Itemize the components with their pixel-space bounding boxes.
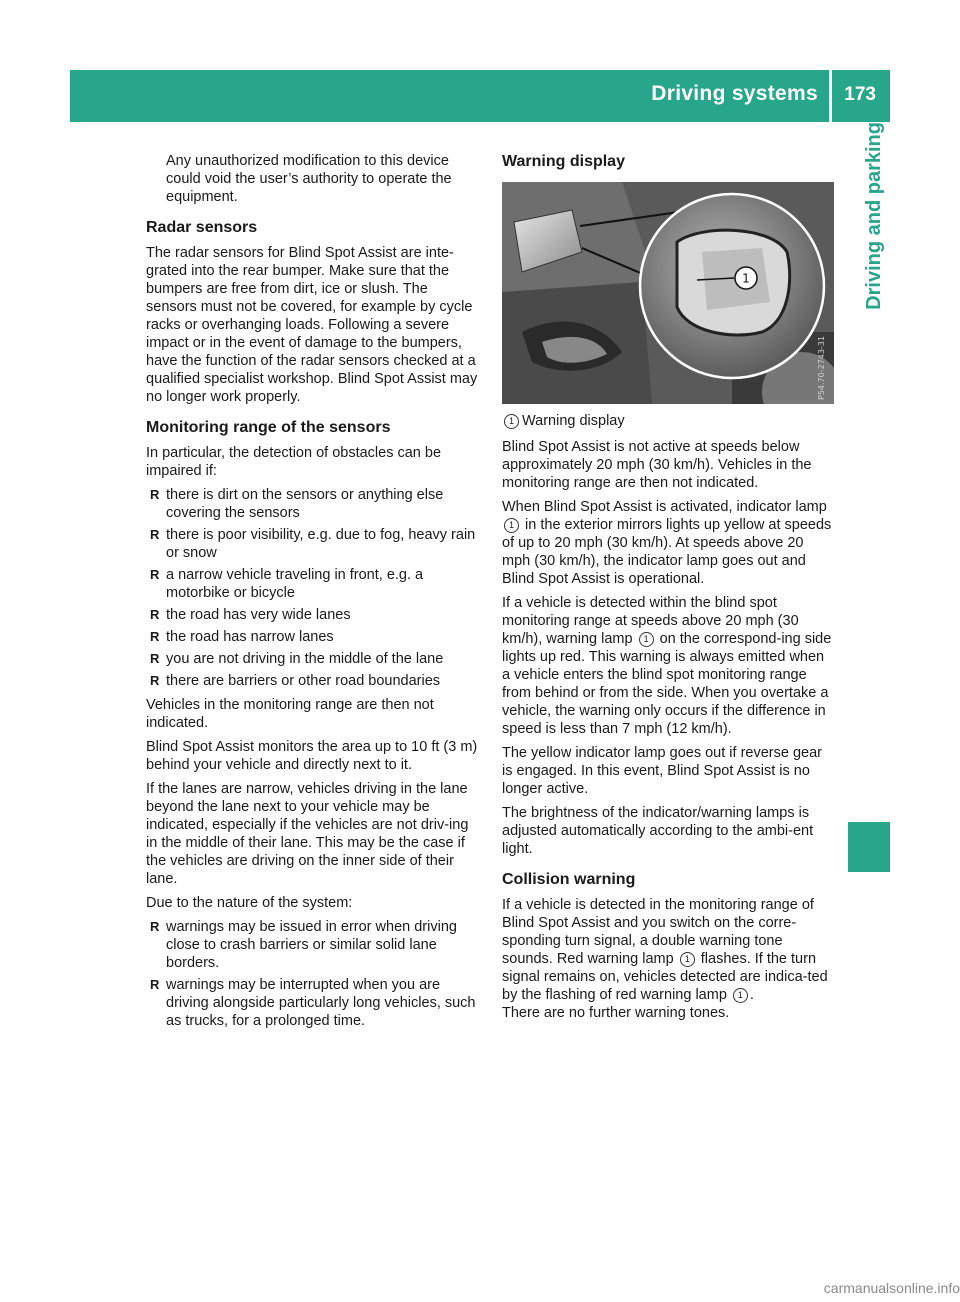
nature-list xyxy=(146,918,480,1030)
bullet-icon: R xyxy=(150,567,160,582)
warning-display-heading: Warning display xyxy=(502,153,625,170)
warning-display-figure xyxy=(502,182,834,404)
intro-paragraph: Any unauthorized modification to this device could void the user’s authority to operate the equipment. xyxy=(166,153,452,205)
callout-1-icon: 1 xyxy=(680,952,695,967)
side-tab-marker xyxy=(848,822,890,872)
figure-caption: 1 Warning display xyxy=(502,412,834,430)
list-item: R there is dirt on the sensors or anything else covering the sensors xyxy=(150,487,444,521)
narrow-lanes-paragraph: If the lanes are narrow, vehicles driving in the lane beyond the lane next to your vehicle may be indicated, especially if the vehicles are not driv-ing in the middle of their lane. This may be the case if the vehicles are driving on the inner side of their lane. xyxy=(146,781,469,887)
bullet-icon: R xyxy=(150,487,160,502)
bullet-icon: R xyxy=(150,527,160,542)
watermark: carmanualsonline.info xyxy=(823,1280,960,1296)
list-item: R the road has very wide lanes xyxy=(150,607,351,623)
nature-intro: Due to the nature of the system: xyxy=(146,895,353,911)
monitors-area-paragraph: Blind Spot Assist monitors the area up to 10 ft (3 m) behind your vehicle and directly next to it. xyxy=(146,739,478,773)
callout-1-icon: 1 xyxy=(733,988,748,1003)
figure-callout-label: 1 xyxy=(742,271,750,286)
list-item: R warnings may be issued in error when driving close to crash barriers or similar solid lane borders. xyxy=(150,919,457,971)
header-bar xyxy=(70,70,890,122)
radar-heading: Radar sensors xyxy=(146,219,258,236)
brightness-paragraph: The brightness of the indicator/warning lamps is adjusted automatically according to the ambi-ent light. xyxy=(502,805,814,857)
callout-1-icon: 1 xyxy=(504,414,519,429)
bullet-icon: R xyxy=(150,673,160,688)
bullet-icon: R xyxy=(150,651,160,666)
inactive-speed-paragraph: Blind Spot Assist is not active at speeds below approximately 20 mph (30 km/h). Vehicles in the monitoring range are then not indicated. xyxy=(502,439,812,491)
list-item: R a narrow vehicle traveling in front, e.g. a motorbike or bicycle xyxy=(150,567,424,601)
monitoring-heading: Monitoring range of the sensors xyxy=(146,419,391,436)
collision-paragraph: If a vehicle is detected in the monitoring range of Blind Spot Assist and you switch on the corre-sponding turn signal, a double warning tone sounds. Red warning lamp 1 flashes. If the turn signal remains on, vehicles detected are indica-ted by the flashing of red warning lamp 1 . There are no further warning tones. xyxy=(502,897,828,1021)
not-indicated-paragraph: Vehicles in the monitoring range are then not indicated. xyxy=(146,697,434,731)
side-tab-label: Driving and parking xyxy=(863,122,885,310)
mirror-illustration xyxy=(502,182,834,404)
reverse-gear-paragraph: The yellow indicator lamp goes out if reverse gear is engaged. In this event, Blind Spot Assist is no longer active. xyxy=(502,745,822,797)
bullet-icon: R xyxy=(150,607,160,622)
list-item: R warnings may be interrupted when you are driving alongside particularly long vehicles, such as trucks, for a prolonged time. xyxy=(150,977,476,1029)
bullet-icon: R xyxy=(150,629,160,644)
right-column xyxy=(502,152,834,1028)
page-number: 173 xyxy=(844,84,876,105)
list-item: R there is poor visibility, e.g. due to fog, heavy rain or snow xyxy=(150,527,476,561)
figure-code: P54.70-2743-31 xyxy=(817,335,826,400)
bullet-icon: R xyxy=(150,977,160,992)
indicator-lamp-paragraph: When Blind Spot Assist is activated, indicator lamp 1 in the exterior mirrors lights up yellow at speeds of up to 20 mph (30 km/h). At speeds above 20 mph (30 km/h), the indicator lamp goes out and Blind Spot Assist is operational. xyxy=(502,499,832,587)
bullet-icon: R xyxy=(150,919,160,934)
collision-warning-heading: Collision warning xyxy=(502,871,636,888)
warning-lamp-paragraph: If a vehicle is detected within the blind spot monitoring range at speeds above 20 mph (30 km/h), warning lamp 1 on the correspond-ing side lights up red. This warning is always emitted when a vehicle enters the blind spot monitoring range from behind or from the side. When you overtake a vehicle, the warning only occurs if the difference in speed is less than 7 mph (12 km/h). xyxy=(502,595,832,737)
section-title: Driving systems xyxy=(651,82,818,105)
radar-paragraph: The radar sensors for Blind Spot Assist are inte-grated into the rear bumper. Make sure that the bumpers are free from dirt, ice or slush. The sensors must not be covered, for example by cycle racks or overhanging loads. Following a severe impact or in the event of damage to the bumpers, have the function of the radar sensors checked at a qualified specialist workshop. Blind Spot Assist may no longer work properly. xyxy=(146,245,478,405)
list-item: R you are not driving in the middle of the lane xyxy=(150,651,444,667)
list-item: R the road has narrow lanes xyxy=(150,629,334,645)
callout-1-icon: 1 xyxy=(504,518,519,533)
left-column xyxy=(146,152,480,1036)
list-item: R there are barriers or other road boundaries xyxy=(150,673,441,689)
callout-1-icon: 1 xyxy=(639,632,654,647)
monitoring-list xyxy=(146,486,480,690)
side-tab xyxy=(846,122,890,322)
monitoring-intro: In particular, the detection of obstacles can be impaired if: xyxy=(146,445,442,479)
header-divider xyxy=(829,70,832,122)
